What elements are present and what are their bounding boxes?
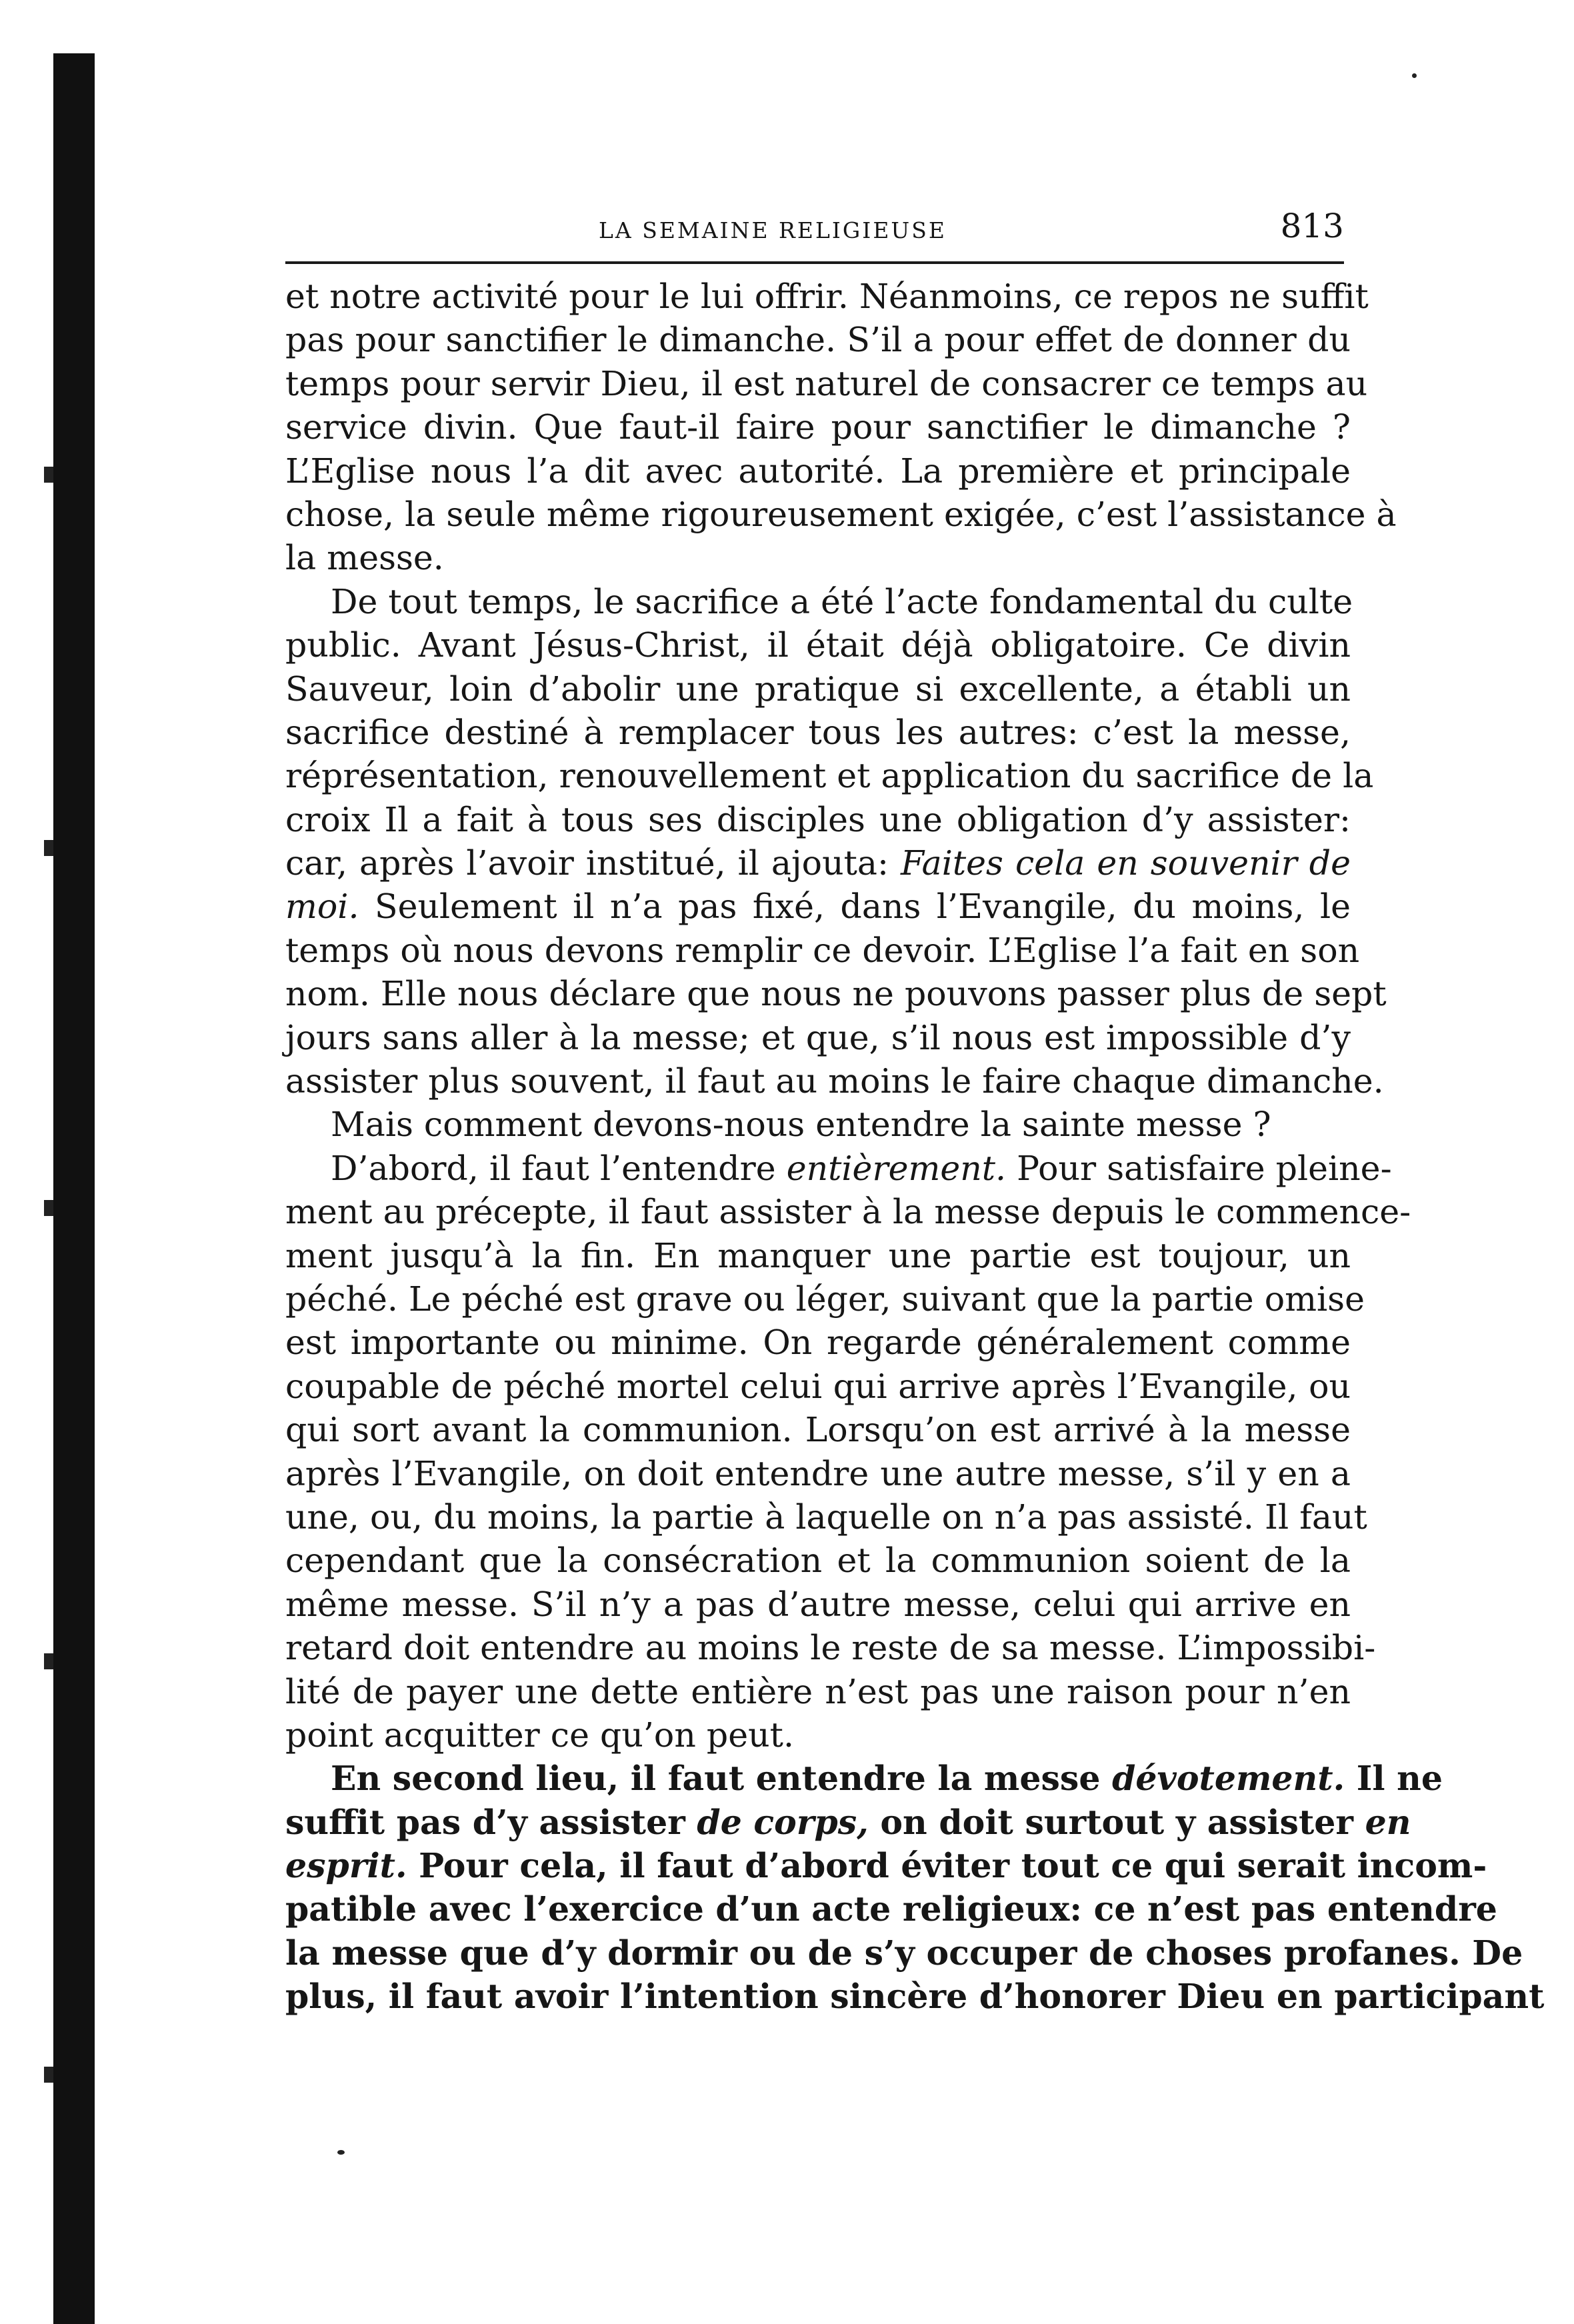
text-line	[285, 798, 1351, 841]
body-text	[285, 275, 1545, 2019]
text-line	[285, 1365, 1351, 1408]
line-text: sacrifice destiné à remplacer tous les autres: c’est la messe,	[285, 712, 1351, 752]
italic-phrase: dévotement.	[1112, 1759, 1345, 1799]
text-line	[285, 1147, 1392, 1190]
line-text: après l’Evangile, on doit entendre une autre messe, s’il y en a	[285, 1453, 1351, 1493]
text-line	[285, 1583, 1351, 1626]
line-text: lité de payer une dette entière n’est pas une raison pour n’en	[285, 1671, 1351, 1711]
line-text: patible avec l’exercice d’un acte religieux: ce n’est pas entendre	[285, 1889, 1497, 1929]
binding-notch	[44, 1653, 53, 1669]
line-text: Pour cela, il faut d’abord éviter tout ce qui serait incom-	[407, 1846, 1487, 1886]
text-line	[285, 1844, 1487, 1887]
line-text: public. Avant Jésus-Christ, il était déjà obligatoire. Ce divin	[285, 625, 1351, 665]
line-text: temps où nous devons remplir ce devoir. L’Eglise l’a fait en son	[285, 930, 1360, 970]
line-text: et notre activité pour le lui offrir. Néanmoins, ce repos ne suffit	[285, 277, 1369, 316]
text-line	[285, 1408, 1351, 1451]
text-line	[285, 362, 1368, 405]
text-line	[285, 711, 1351, 754]
binding-notch	[44, 467, 53, 483]
text-line	[285, 1277, 1365, 1321]
binding-notch	[44, 840, 53, 856]
text-line	[285, 275, 1369, 318]
page-number: 813	[1280, 207, 1344, 245]
line-text: temps pour servir Dieu, il est naturel de consacrer ce temps au	[285, 363, 1368, 403]
text-line	[285, 493, 1397, 536]
text-line	[285, 1059, 1384, 1103]
text-line	[285, 972, 1387, 1015]
text-line	[285, 754, 1374, 797]
text-line	[285, 1016, 1351, 1059]
line-text: chose, la seule même rigoureusement exigée, c’est l’assistance à	[285, 494, 1397, 534]
page-header	[285, 200, 1352, 253]
line-text: la messe.	[285, 538, 444, 578]
text-line	[285, 1539, 1351, 1582]
line-text: jours sans aller à la messe; et que, s’il nous est impossible d’y	[285, 1017, 1351, 1057]
line-text: car, après l’avoir institué, il ajouta:	[285, 843, 901, 883]
line-text: Pour satisfaire pleine-	[1006, 1148, 1392, 1188]
italic-phrase: en	[1365, 1802, 1411, 1842]
text-line	[285, 667, 1351, 711]
text-line	[285, 318, 1351, 361]
line-text: L’Eglise nous l’a dit avec autorité. La première et principale	[285, 451, 1351, 491]
text-line	[285, 1670, 1351, 1713]
line-text: on doit surtout y assister	[868, 1802, 1365, 1842]
binding-notch	[44, 2067, 53, 2083]
document-page	[285, 200, 1545, 2017]
text-line	[285, 580, 1351, 623]
text-line	[285, 1321, 1351, 1364]
text-line	[285, 1757, 1443, 1800]
line-text: réprésentation, renouvellement et application du sacrifice de la	[285, 756, 1374, 796]
text-line	[285, 623, 1351, 667]
line-text: ment au précepte, il faut assister à la messe depuis le commence-	[285, 1192, 1411, 1232]
text-line	[285, 841, 1351, 885]
scan-speck	[337, 2150, 345, 2155]
line-text: assister plus souvent, il faut au moins le faire chaque dimanche.	[285, 1061, 1384, 1101]
scan-binding-edge	[53, 53, 95, 2324]
text-line	[285, 449, 1351, 493]
header-rule	[285, 261, 1344, 264]
line-text: suffit pas d’y assister	[285, 1802, 697, 1842]
italic-phrase: de corps,	[697, 1802, 869, 1842]
italic-phrase: moi.	[285, 887, 359, 927]
text-line	[285, 1801, 1411, 1844]
italic-phrase: Faites cela en souvenir de	[901, 843, 1351, 883]
line-text: retard doit entendre au moins le reste de sa messe. L’impossibi-	[285, 1628, 1376, 1668]
running-head: LA SEMAINE RELIGIEUSE	[599, 217, 947, 243]
line-text: pas pour sanctifier le dimanche. S’il a pour effet de donner du	[285, 320, 1351, 360]
line-text: même messe. S’il n’y a pas d’autre messe, celui qui arrive en	[285, 1584, 1351, 1624]
text-line	[285, 1234, 1351, 1277]
line-text: Sauveur, loin d’abolir une pratique si excellente, a établi un	[285, 669, 1351, 709]
text-line	[285, 536, 1351, 579]
line-text: nom. Elle nous déclare que nous ne pouvons passer plus de sept	[285, 974, 1387, 1014]
line-text: service divin. Que faut-il faire pour sanctifier le dimanche ?	[285, 407, 1351, 447]
text-line	[285, 1887, 1497, 1931]
line-text: coupable de péché mortel celui qui arrive après l’Evangile, ou	[285, 1366, 1351, 1406]
line-text: croix Il a fait à tous ses disciples une obligation d’y assister:	[285, 799, 1351, 839]
text-line	[285, 929, 1360, 972]
line-text: Il ne	[1345, 1759, 1443, 1799]
scan-speck	[1412, 73, 1417, 78]
line-text: D’abord, il faut l’entendre	[331, 1148, 787, 1188]
line-text: est importante ou minime. On regarde généralement comme	[285, 1323, 1351, 1363]
line-text: Mais comment devons-nous entendre la sainte messe ?	[331, 1105, 1271, 1145]
line-text: De tout temps, le sacrifice a été l’acte fondamental du culte	[331, 581, 1353, 621]
binding-notch	[44, 1200, 53, 1216]
line-text: la messe que d’y dormir ou de s’y occuper de choses profanes. De	[285, 1933, 1523, 1973]
text-line	[285, 885, 1351, 928]
line-text: ment jusqu’à la fin. En manquer une partie est toujour, un	[285, 1235, 1351, 1275]
line-text: point acquitter ce qu’on peut.	[285, 1715, 794, 1755]
text-line	[285, 1495, 1367, 1539]
text-line	[285, 1975, 1545, 2018]
line-text: cependant que la consécration et la communion soient de la	[285, 1541, 1351, 1581]
italic-phrase: esprit.	[285, 1846, 407, 1886]
italic-phrase: entièrement.	[786, 1148, 1007, 1188]
text-line	[285, 1103, 1351, 1146]
text-line	[285, 1190, 1411, 1233]
text-line	[285, 405, 1351, 449]
line-text: Seulement il n’a pas fixé, dans l’Evangile, du moins, le	[359, 887, 1351, 927]
line-text: plus, il faut avoir l’intention sincère d’honorer Dieu en participant	[285, 1977, 1545, 2017]
line-text: une, ou, du moins, la partie à laquelle on n’a pas assisté. Il faut	[285, 1497, 1367, 1537]
text-line	[285, 1452, 1351, 1495]
text-line	[285, 1713, 1351, 1757]
text-line	[285, 1626, 1376, 1669]
text-line	[285, 1931, 1523, 1975]
line-text: qui sort avant la communion. Lorsqu’on est arrivé à la messe	[285, 1410, 1351, 1450]
line-text: péché. Le péché est grave ou léger, suivant que la partie omise	[285, 1279, 1365, 1319]
line-text: En second lieu, il faut entendre la messe	[331, 1759, 1113, 1799]
